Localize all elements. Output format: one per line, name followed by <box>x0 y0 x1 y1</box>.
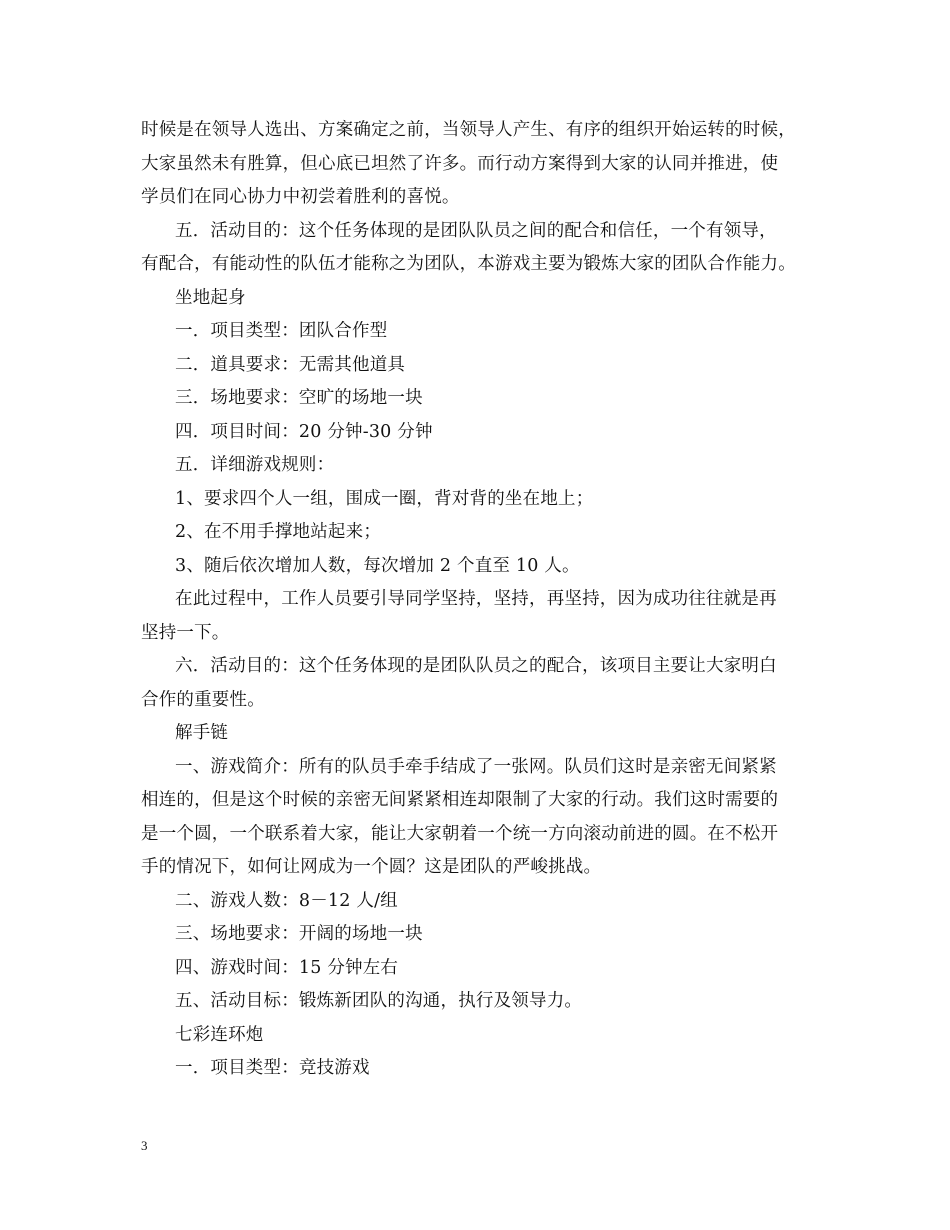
text-line: 五．活动目的：这个任务体现的是团队队员之间的配合和信任，一个有领导， <box>175 220 777 241</box>
text-line: 学员们在同心协力中初尝着胜利的喜悦。 <box>141 187 460 207</box>
page-number: 3 <box>141 1138 148 1153</box>
text-line: 四、游戏时间：15 分钟左右 <box>175 957 399 978</box>
text-line: 在此过程中，工作人员要引导同学坚持，坚持，再坚持，因为成功往往就是再 <box>175 589 777 609</box>
text-line: 二．道具要求：无需其他道具 <box>175 354 406 375</box>
text-line: 二、游戏人数：8－12 人/组 <box>175 890 398 911</box>
text-line: 有配合，有能动性的队伍才能称之为团队，本游戏主要为锻炼大家的团队合作能力。 <box>141 254 796 274</box>
text-line: 五、活动目标：锻炼新团队的沟通，执行及领导力。 <box>175 991 583 1011</box>
text-line: 3、随后依次增加人数，每次增加 2 个直至 10 人。 <box>175 555 580 576</box>
text-line: 坚持一下。 <box>141 622 230 643</box>
text-line: 2、在不用手撑地站起来； <box>175 522 382 542</box>
text-line: 六．活动目的：这个任务体现的是团队队员之的配合，该项目主要让大家明白 <box>175 656 777 676</box>
page-body <box>141 114 831 1086</box>
text-line: 合作的重要性。 <box>141 689 265 710</box>
text-line: 一．项目类型：竞技游戏 <box>175 1058 370 1078</box>
text-line: 五．详细游戏规则： <box>175 455 335 475</box>
text-line: 三、场地要求：开阔的场地一块 <box>175 924 423 944</box>
text-line: 四．项目时间：20 分钟-30 分钟 <box>175 421 433 442</box>
text-line: 一、游戏简介：所有的队员手牵手结成了一张网。队员们这时是亲密无间紧紧 <box>175 756 777 777</box>
text-line: 时候是在领导人选出、方案确定之前，当领导人产生、有序的组织开始运转的时候， <box>141 120 796 140</box>
text-line: 七彩连环炮 <box>175 1024 264 1045</box>
text-line: 相连的，但是这个时候的亲密无间紧紧相连却限制了大家的行动。我们这时需要的 <box>141 790 779 810</box>
text-line: 大家虽然未有胜算，但心底已坦然了许多。而行动方案得到大家的认同并推进，使 <box>141 153 779 174</box>
text-line: 1、要求四个人一组，围成一圈，背对背的坐在地上； <box>175 488 594 509</box>
text-line: 坐地起身 <box>175 287 246 308</box>
text-line: 手的情况下，如何让网成为一个圆？这是团队的严峻挑战。 <box>141 857 602 877</box>
text-line: 解手链 <box>175 723 229 743</box>
text-line: 三．场地要求：空旷的场地一块 <box>175 388 423 408</box>
text-line: 是一个圆，一个联系着大家，能让大家朝着一个统一方向滚动前进的圆。在不松开 <box>141 823 779 844</box>
text-line: 一．项目类型：团队合作型 <box>175 321 388 341</box>
